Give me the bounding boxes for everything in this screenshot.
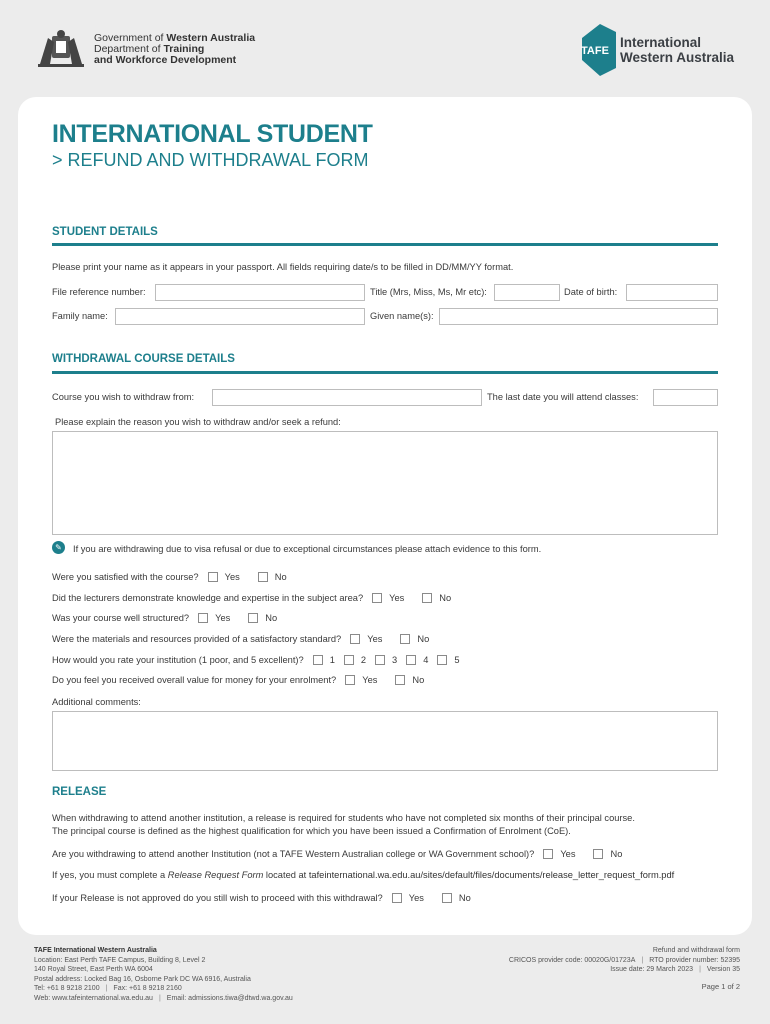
form-card: [18, 97, 752, 935]
rating-4-checkbox[interactable]: [406, 655, 416, 665]
yes-checkbox[interactable]: [208, 572, 218, 582]
rating-4-label: 4: [423, 655, 429, 665]
instruction-text: If yes, you must complete a: [52, 870, 168, 880]
yes-checkbox[interactable]: [372, 593, 382, 603]
footer-form-info: Refund and withdrawal form CRICOS provider code: 00020G/01723A | RTO provider number: 52395 Issue date: 29 March 2023 | Version 35: [508, 947, 740, 974]
no-checkbox[interactable]: [248, 613, 258, 623]
question-text: Are you withdrawing to attend another Institution (not a TAFE Western Australian college or WA Government school)?: [52, 849, 535, 859]
yes-checkbox[interactable]: [543, 849, 553, 859]
title-field[interactable]: [494, 284, 560, 301]
footer-contact: TAFE International Western Australia Location: East Perth TAFE Campus, Building 8, Level 2 140 Royal Street, East Perth WA 6004 Postal address: Locked Bag 16, Osborne Park DC WA 6916, Australia Tel: +61 8 9218 2100 | Fax: +61 8 9218 2160 Web: www.tafeinternational.wa.edu.au | Email: admissions.tiwa@dtwd.wa.gov.au: [34, 947, 293, 1002]
gov-line3: and Workforce Development: [94, 53, 237, 66]
gov-line2: Department of: [94, 42, 164, 55]
coat-of-arms-icon: [34, 28, 88, 70]
question-text: If your Release is not approved do you still wish to proceed with this withdrawal?: [52, 893, 383, 903]
reason-textarea[interactable]: [52, 431, 718, 535]
gov-line1: Government of: [94, 31, 167, 44]
family-name-field[interactable]: [115, 308, 365, 325]
yes-checkbox[interactable]: [392, 893, 402, 903]
title-label: Title (Mrs, Miss, Ms, Mr etc):: [370, 287, 487, 297]
date-of-birth-field[interactable]: [626, 284, 718, 301]
tafe-international-logo: [578, 24, 734, 76]
release-form-link[interactable]: tafeinternational.wa.edu.au/sites/default/files/documents/release_letter_request_form.pdf: [308, 870, 675, 880]
yes-label: Yes: [215, 613, 231, 623]
question-text: Do you feel you received overall value for money for your enrolment?: [52, 675, 337, 685]
no-label: No: [610, 849, 623, 859]
footer-street: 140 Royal Street, East Perth WA 6004: [34, 966, 153, 974]
no-label: No: [412, 675, 425, 685]
no-checkbox[interactable]: [422, 593, 432, 603]
footer-location: Location: East Perth TAFE Campus, Building 8, Level 2: [34, 956, 206, 964]
question-structured: [52, 613, 277, 623]
footer-email[interactable]: Email: admissions.tiwa@dtwd.wa.gov.au: [166, 994, 293, 1002]
additional-comments-textarea[interactable]: [52, 711, 718, 771]
rating-3-checkbox[interactable]: [375, 655, 385, 665]
form-subtitle: > REFUND AND WITHDRAWAL FORM: [52, 150, 369, 170]
question-text: Did the lecturers demonstrate knowledge and expertise in the subject area?: [52, 593, 364, 603]
yes-checkbox[interactable]: [350, 634, 360, 644]
question-text: Were you satisfied with the course?: [52, 572, 199, 582]
gov-line2-bold: Training: [163, 42, 205, 55]
footer-tel: Tel: +61 8 9218 2100: [34, 985, 100, 993]
last-date-field[interactable]: [653, 389, 718, 406]
rating-5-label: 5: [454, 655, 460, 665]
section-divider: [52, 371, 718, 374]
footer-web[interactable]: Web: www.tafeinternational.wa.edu.au: [34, 994, 153, 1002]
no-label: No: [458, 893, 471, 903]
course-label: Course you wish to withdraw from:: [52, 392, 195, 402]
no-label: No: [274, 572, 287, 582]
file-reference-field[interactable]: [155, 284, 365, 301]
question-satisfied: [52, 572, 287, 582]
section-divider: [52, 243, 718, 246]
rating-5-checkbox[interactable]: [437, 655, 447, 665]
name-instruction: Please print your name as it appears in your passport. All fields requiring date/s to be filled in DD/MM/YY format.: [52, 262, 514, 272]
paperclip-icon: ✎: [52, 541, 65, 554]
footer-postal: Postal address: Locked Bag 16, Osborne Park DC WA 6916, Australia: [34, 975, 251, 983]
footer-org: TAFE International Western Australia: [34, 947, 157, 954]
gov-line1-bold: Western Australia: [166, 31, 256, 44]
no-checkbox[interactable]: [593, 849, 603, 859]
rating-2-label: 2: [360, 655, 367, 665]
question-materials: [52, 634, 429, 644]
given-names-label: Given name(s):: [370, 311, 434, 321]
question-text: Was your course well structured?: [52, 613, 190, 623]
yes-checkbox[interactable]: [345, 675, 355, 685]
tafe-logo-icon: [578, 24, 616, 76]
question-attend-another: [52, 849, 622, 859]
question-rating: [52, 655, 460, 665]
yes-label: Yes: [224, 572, 240, 582]
tafe-mark-text: TAFE: [581, 45, 609, 57]
yes-checkbox[interactable]: [198, 613, 208, 623]
no-checkbox[interactable]: [395, 675, 405, 685]
withdrawal-details-heading: WITHDRAWAL COURSE DETAILS: [52, 353, 235, 365]
yes-label: Yes: [362, 675, 378, 685]
yes-label: Yes: [408, 893, 424, 903]
family-name-label: Family name:: [52, 311, 108, 321]
last-date-label: The last date you will attend classes:: [487, 392, 639, 402]
footer-cricos: CRICOS provider code: 00020G/01723A: [508, 956, 636, 964]
yes-label: Yes: [389, 593, 405, 603]
no-label: No: [417, 634, 430, 644]
no-checkbox[interactable]: [442, 893, 452, 903]
rating-2-checkbox[interactable]: [344, 655, 354, 665]
release-paragraph-2: The principal course is defined as the highest qualification for which you have been issued a Confirmation of Enrolment (CoE).: [52, 826, 571, 836]
no-label: No: [439, 593, 452, 603]
question-lecturers: [52, 593, 451, 603]
footer-version: Version 35: [706, 966, 740, 974]
yes-label: Yes: [560, 849, 576, 859]
no-checkbox[interactable]: [400, 634, 410, 644]
release-paragraph-1: When withdrawing to attend another institution, a release is required for students who have not completed six months of their principal course.: [52, 813, 635, 823]
file-reference-label: File reference number:: [52, 287, 146, 297]
additional-comments-label: Additional comments:: [52, 697, 141, 707]
visa-note: If you are withdrawing due to visa refusal or due to exceptional circumstances please attach evidence to this form.: [73, 544, 542, 554]
given-names-field[interactable]: [439, 308, 718, 325]
question-proceed: [52, 893, 471, 903]
rating-3-label: 3: [392, 655, 398, 665]
footer-issue-date: Issue date: 29 March 2023: [610, 966, 694, 974]
yes-label: Yes: [367, 634, 383, 644]
release-heading: RELEASE: [52, 786, 107, 798]
tafe-line2: Western Australia: [620, 50, 735, 65]
tafe-line1: International: [620, 35, 702, 50]
government-wa-logo: [34, 28, 255, 70]
question-text: How would you rate your institution (1 poor, and 5 excellent)?: [52, 655, 304, 665]
footer-form-name: Refund and withdrawal form: [652, 947, 740, 954]
reason-label: Please explain the reason you wish to withdraw and/or seek a refund:: [55, 417, 341, 427]
course-field[interactable]: [212, 389, 482, 406]
no-label: No: [265, 613, 278, 623]
question-text: Were the materials and resources provided of a satisfactory standard?: [52, 634, 342, 644]
question-value: [52, 675, 424, 685]
student-details-heading: STUDENT DETAILS: [52, 226, 158, 238]
release-form-name: Release Request Form: [167, 870, 264, 880]
form-title: INTERNATIONAL STUDENT: [52, 120, 373, 148]
instruction-text: located at: [263, 870, 309, 880]
no-checkbox[interactable]: [258, 572, 268, 582]
release-form-instruction: [52, 869, 674, 882]
date-of-birth-label: Date of birth:: [564, 287, 618, 297]
page-number: Page 1 of 2: [701, 982, 740, 991]
footer-fax: Fax: +61 8 9218 2160: [113, 985, 182, 993]
rating-1-checkbox[interactable]: [313, 655, 323, 665]
rating-1-label: 1: [329, 655, 335, 665]
footer-rto: RTO provider number: 52395: [649, 956, 740, 964]
